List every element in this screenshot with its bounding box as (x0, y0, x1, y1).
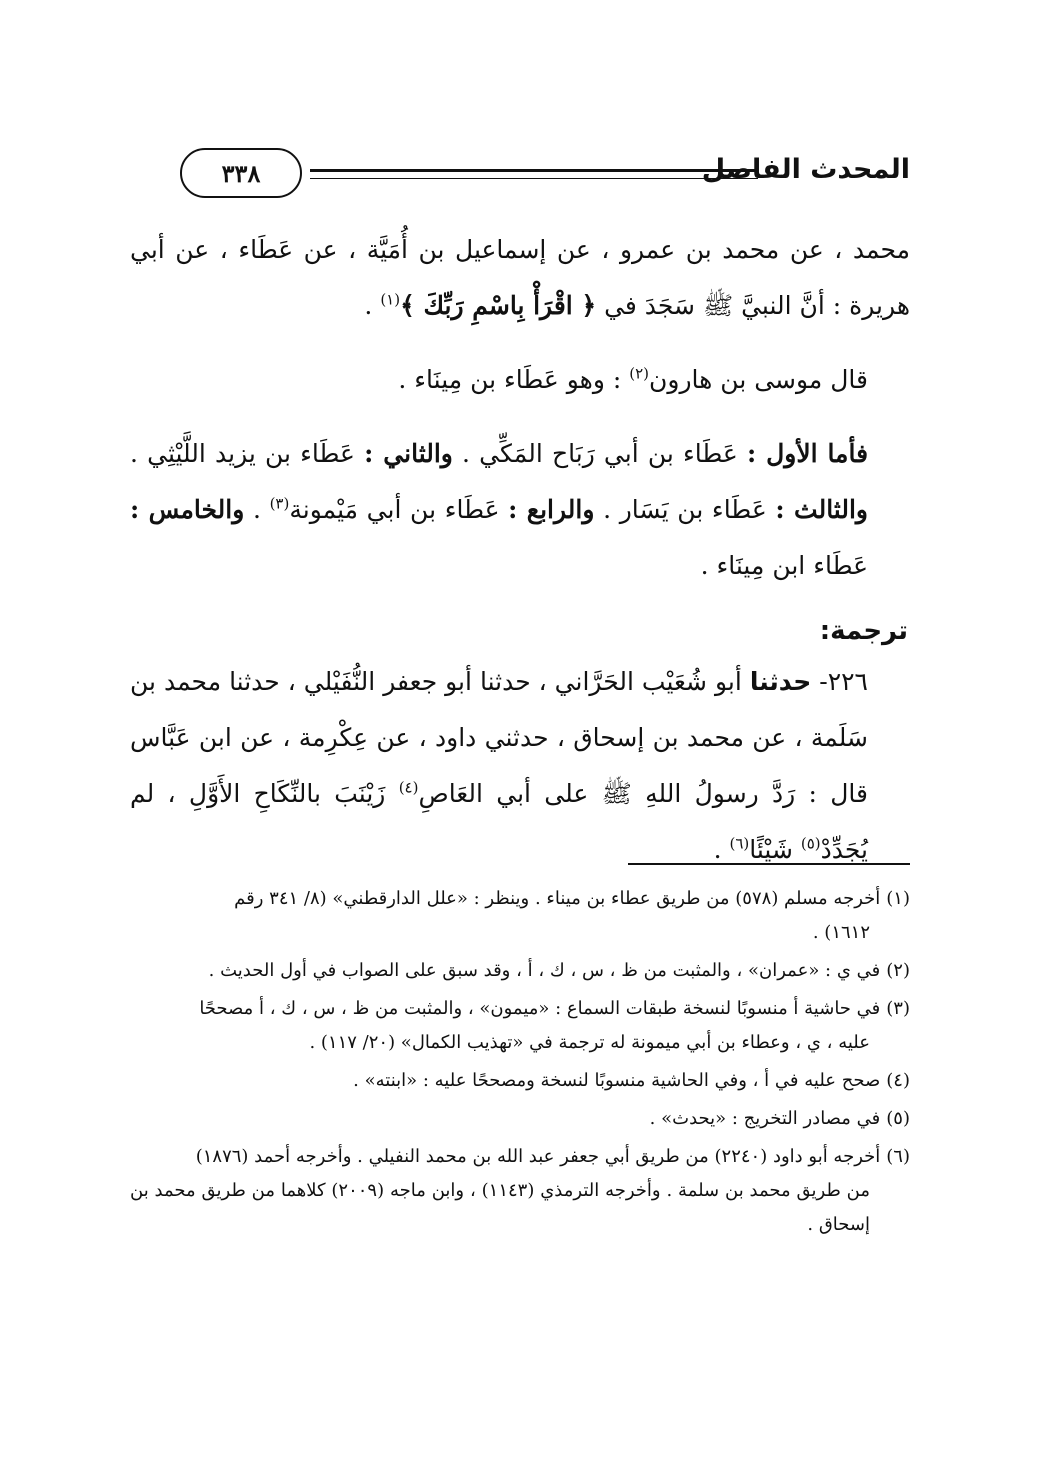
footnote-number: (١) (886, 888, 910, 909)
paragraph-five-atas (130, 426, 910, 594)
footnote-ref-6: (٦) (729, 834, 750, 853)
text-segment: زَيْنَبَ بالنِّكَاحِ الأَوَّلِ ، لم يُجَدِّدْ (130, 779, 868, 864)
page-header (130, 148, 910, 208)
page-number-badge: ٣٣٨ (180, 148, 302, 198)
section-title: ترجمة: (819, 616, 908, 646)
paragraph-musa-comment (130, 352, 910, 408)
footnotes (130, 882, 910, 1246)
footnote-6 (130, 1140, 910, 1242)
footnote-ref-3: (٣) (269, 494, 290, 513)
footnote-text: صحح عليه في أ ، وفي الحاشية منسوبًا لنسخة ومصححًا عليه : «ابنته» . (353, 1070, 881, 1091)
main-text (130, 222, 910, 878)
text-segment: . (364, 291, 381, 320)
paragraph-hadith-226 (130, 654, 910, 878)
text-segment: عَطَاء بن يَسَار . (594, 495, 776, 524)
footnote-text: في ي : «عمران» ، والمثبت من ظ ، س ، ك ، أ ، وقد سبق على الصواب في أول الحديث . (208, 960, 881, 981)
hadith-number: ٢٢٦- (811, 667, 868, 696)
label-third: والثالث : (775, 495, 868, 524)
footnote-continuation: عليه ، ي ، وعطاء بن أبي ميمونة له ترجمة في «تهذيب الكمال» (٢٠/ ١١٧) . (309, 1032, 870, 1053)
footnote-text: أخرجه مسلم (٥٧٨) من طريق عطاء بن ميناء . وينظر : «علل الدارقطني» (٨/ ٣٤١ رقم (234, 888, 881, 909)
text-segment: أبو شُعَيْب الحَرَّاني ، حدثنا أبو جعفر النُّفَيْلي ، حدثنا محمد بن سَلَمة ، عن محمد بن إسحاق ، حدثني داود ، عن عِكْرِمة ، عن ابن عَبَّاس قال : رَدَّ رسولُ اللهِ ﷺ على أبي العَاصِ (130, 667, 868, 808)
footnote-ref-1: (١) (380, 290, 401, 309)
text-segment: النبيَّ ﷺ سَجَدَ في (604, 291, 792, 320)
footnote-number: (٥) (886, 1108, 910, 1129)
text-segment: . (244, 495, 270, 524)
text-segment: عَطَاء بن يزيد اللَّيْثِي . (130, 439, 365, 468)
text-segment: : وهو عَطَاء بن مِينَاء . (398, 365, 630, 394)
text-segment: عَطَاء بن أبي رَبَاح المَكِّي . (452, 439, 747, 468)
footnote-ref-4: (٤) (398, 778, 419, 797)
footnote-number: (٣) (886, 998, 910, 1019)
paragraph-isnad-continuation (130, 222, 910, 334)
text-segment: شَيْئًا (749, 835, 801, 864)
footnote-text: في حاشية أ منسوبًا لنسخة طبقات السماع : «ميمون» ، والمثبت من ظ ، س ، ك ، أ مصححًا (199, 998, 881, 1019)
footnote-number: (٢) (886, 960, 910, 981)
label-fourth: والرابع : (508, 495, 595, 524)
haddathana-word: حدثنا (749, 667, 812, 696)
footnote-1 (130, 882, 910, 950)
text-line: محمد ، عن محمد بن عمرو ، عن إسماعيل بن أُمَيَّة ، عن عَطَاء ، عن أبي هريرة : أنَّ (130, 235, 910, 320)
footnote-number: (٦) (886, 1146, 910, 1167)
text-segment: قال موسى بن هارون (649, 365, 868, 394)
text-segment: . (713, 835, 730, 864)
footnote-continuation: ١٦١٢) . (812, 922, 870, 943)
footnote-separator (628, 863, 910, 865)
text-segment: عَطَاء ابن مِينَاء . (700, 551, 868, 580)
label-fifth: والخامس : (130, 495, 245, 524)
footnote-3 (130, 992, 910, 1060)
text-segment: عَطَاء بن أبي مَيْمونة (289, 495, 509, 524)
book-title: المحدث الفاصل (701, 154, 910, 185)
footnote-2 (130, 954, 910, 988)
footnote-ref-5: (٥) (800, 834, 821, 853)
footnote-text: أخرجه أبو داود (٢٢٤٠) من طريق أبي جعفر عبد الله بن محمد النفيلي . وأخرجه أحمد (١٨٧٦) (195, 1146, 881, 1167)
footnote-number: (٤) (886, 1070, 910, 1091)
footnote-ref-2: (٢) (629, 364, 650, 383)
footnote-text: في مصادر التخريج : «يحدث» . (649, 1108, 881, 1129)
label-first: فأما الأول : (746, 439, 869, 468)
header-rule (310, 169, 758, 179)
footnote-4 (130, 1064, 910, 1098)
footnote-continuation: من طريق محمد بن سلمة . وأخرجه الترمذي (١١٤٣) ، وابن ماجه (٢٠٠٩) كلاهما من طريق محمد بن إسحاق . (130, 1180, 870, 1235)
footnote-5 (130, 1102, 910, 1136)
quran-quote: ﴿ اقْرَأْ بِاسْمِ رَبِّكَ ﴾ (400, 291, 597, 320)
label-second: والثاني : (364, 439, 453, 468)
